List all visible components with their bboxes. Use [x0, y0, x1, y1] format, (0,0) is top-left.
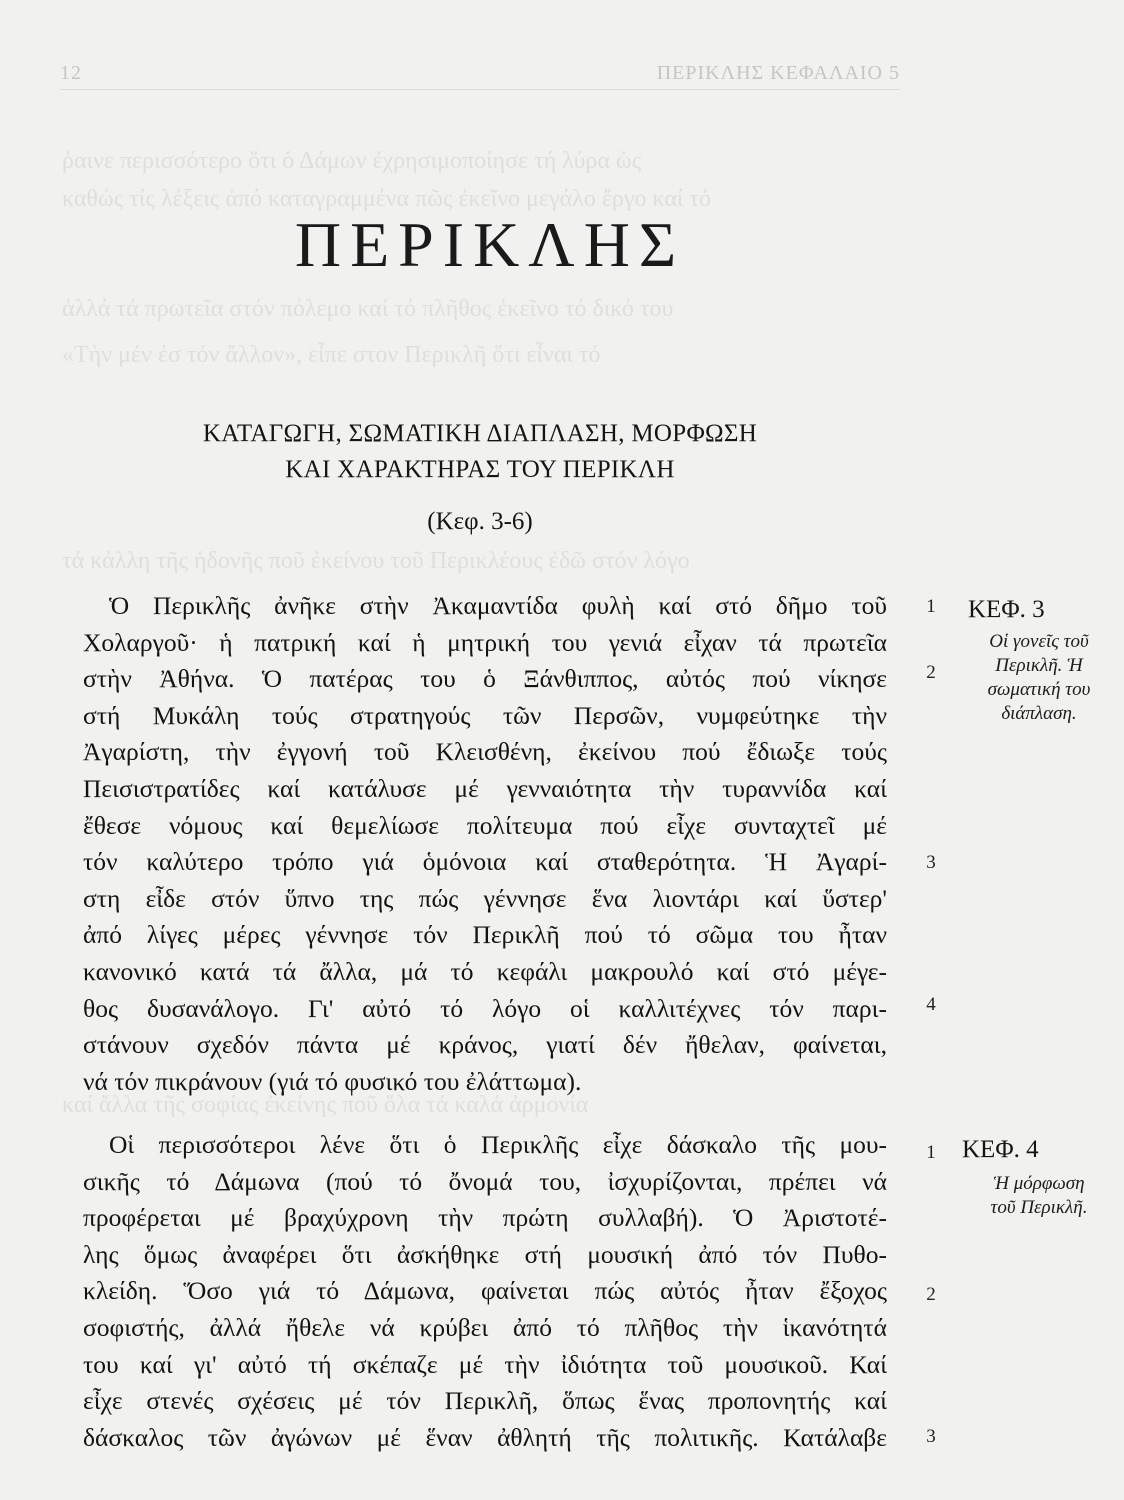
text-line: σοφιστής, ἀλλά ἤθελε νά κρύβει ἀπό τό πλῆθος τὴν ἱκανότητά [83, 1312, 887, 1342]
text-line: Χολαργοῦ· ἡ πατρική καί ἡ μητρική του γενιά εἶχαν τά πρωτεῖα [83, 627, 887, 657]
text-line: Ἀγαρίστη, τὴν ἐγγονή τοῦ Κλεισθένη, ἐκείνου πού ἔδιωξε τούς [83, 737, 887, 767]
running-header-page-number: 12 [60, 62, 82, 84]
ghost-line: «Τὴν μέν ἐσ τόν ἄλλον», εἶπε στον Περικλῆ ὅτι εἶναι τό [62, 342, 601, 368]
text-line: του καί γι' αὐτό τή σκέπαζε μέ τὴν ἰδιότητα τοῦ μουσικοῦ. Καί [83, 1349, 887, 1379]
margin-note-line: Περικλῆ. Ἡ [995, 655, 1083, 676]
line-number: 2 [926, 1284, 936, 1305]
line-number: 1 [926, 596, 936, 617]
text-line: ἔθεσε νόμους καί θεμελίωσε πολίτευμα πού εἶχε συνταχτεῖ μέ [83, 810, 887, 840]
text-line: ἀπό λίγες μέρες γέννησε τόν Περικλῆ πού τό σῶμα του ἦταν [83, 920, 887, 950]
margin-note-kef-4 [964, 1172, 1114, 1220]
text-line: στή Μυκάλη τούς στρατηγούς τῶν Περσῶν, νυμφεύτηκε τὴν [83, 700, 887, 730]
text-line: Πεισιστρατίδες καί κατάλυσε μέ γενναιότητα τὴν τυραννίδα καί [83, 773, 887, 803]
ghost-line: ἀλλά τά πρωτεῖα στόν πόλεμο καί τό πλῆθος ἐκεῖνο τό δικό του [62, 296, 674, 322]
section-title-line-1: ΚΑΤΑΓΩΓΗ, ΣΩΜΑΤΙΚΗ ΔΙΑΠΛΑΣΗ, ΜΟΡΦΩΣΗ [202, 420, 758, 447]
running-header-ghost [60, 62, 900, 90]
margin-note-line: σωματική του [987, 679, 1091, 700]
text-line: κανονικό κατά τά ἄλλα, μά τό κεφάλι μακρουλό καί στό μέγε- [83, 956, 887, 986]
text-line: στάνουν σχεδόν πάντα μέ κράνος, γιατί δέν ἤθελαν, φαίνεται, [83, 1030, 887, 1060]
text-line: νά τόν πικράνουν (γιά τό φυσικό του ἐλάττωμα). [83, 1066, 582, 1096]
text-line: σικῆς τό Δάμωνα (πού τό ὄνομά του, ἰσχυρίζονται, πρέπει νά [83, 1166, 887, 1196]
line-number: 3 [926, 1426, 936, 1447]
text-line: λης ὅμως ἀναφέρει ὅτι ἀσκήθηκε στή μουσική ἀπό τόν Πυθο- [83, 1239, 887, 1269]
text-line: κλείδη. Ὅσο γιά τό Δάμωνα, φαίνεται πώς αὐτός ἦταν ἔξοχος [83, 1276, 887, 1306]
ghost-line: καθώς τίς λέξεις ἀπό καταγραμμένα πῶς ἐκεῖνο μεγάλο ἔργο καί τό [62, 186, 712, 212]
running-header-text: ΠΕΡΙΚΛΗΣ ΚΕΦΑΛΑΙΟ 5 [656, 62, 900, 84]
margin-note-kef-3 [964, 630, 1114, 726]
line-number: 3 [926, 852, 936, 873]
margin-heading-kef-3: ΚΕΦ. 3 [968, 596, 1045, 623]
line-number: 2 [926, 662, 936, 683]
paragraph-1 [83, 588, 887, 1100]
line-number: 1 [926, 1142, 936, 1163]
text-line: Ὁ Περικλῆς ἀνῆκε στὴν Ἀκαμαντίδα φυλὴ καί στό δῆμο τοῦ [109, 591, 887, 620]
margin-note-line: τοῦ Περικλῆ. [990, 1197, 1088, 1218]
text-line: στη εἶδε στόν ὕπνο της πώς γέννησε ἕνα λιοντάρι καί ὕστερ' [83, 883, 887, 913]
text-line: θος δυσανάλογο. Γι' αὐτό τό λόγο οἱ καλλιτέχνες τόν παρι- [83, 993, 887, 1023]
margin-note-line: Οἱ γονεῖς τοῦ [989, 631, 1089, 652]
section-title-line-2: ΚΑΙ ΧΑΡΑΚΤΗΡΑΣ ΤΟΥ ΠΕΡΙΚΛΗ [285, 456, 675, 483]
margin-heading-kef-4: ΚΕΦ. 4 [962, 1136, 1039, 1163]
text-line: τόν καλύτερο τρόπο γιά ὁμόνοια καί σταθερότητα. Ἡ Ἀγαρί- [83, 847, 887, 877]
text-line: εἶχε στενές σχέσεις μέ τόν Περικλῆ, ὅπως ἕνας προπονητής καί [83, 1386, 887, 1416]
ghost-line: τά κάλλη τῆς ἡδονῆς ποῦ ἐκείνου τοῦ Περικλέους ἐδῶ στόν λόγο [62, 548, 690, 574]
text-line: στὴν Ἀθήνα. Ὁ πατέρας του ὁ Ξάνθιππος, αὐτός πού νίκησε [83, 664, 887, 694]
paragraph-2 [83, 1127, 887, 1456]
ghost-line: ῥαινε περισσότερο ὅτι ὁ Δάμων ἐχρησιμοποίησε τή λύρα ὡς [62, 148, 642, 174]
margin-note-line: Ἡ μόρφωση [993, 1173, 1085, 1194]
ghost-line: καί ἄλλα τῆς σοφίας ἐκείνης ποῦ ὅλα τά καλά ἀρμονία [62, 1092, 589, 1118]
text-line: Οἱ περισσότεροι λένε ὅτι ὁ Περικλῆς εἶχε δάσκαλο τῆς μου- [109, 1130, 887, 1159]
margin-note-line: διάπλαση. [1001, 703, 1077, 724]
page-title: ΠΕΡΙΚΛΗΣ [294, 209, 686, 280]
text-line: δάσκαλος τῶν ἀγώνων μέ ἕναν ἀθλητή τῆς πολιτικῆς. Κατάλαβε [83, 1422, 887, 1452]
chapter-reference: (Κεφ. 3-6) [427, 508, 533, 535]
line-number: 4 [926, 994, 936, 1015]
text-line: προφέρεται μέ βραχύχρονη τὴν πρώτη συλλαβή). Ὁ Ἀριστοτέ- [83, 1203, 887, 1233]
